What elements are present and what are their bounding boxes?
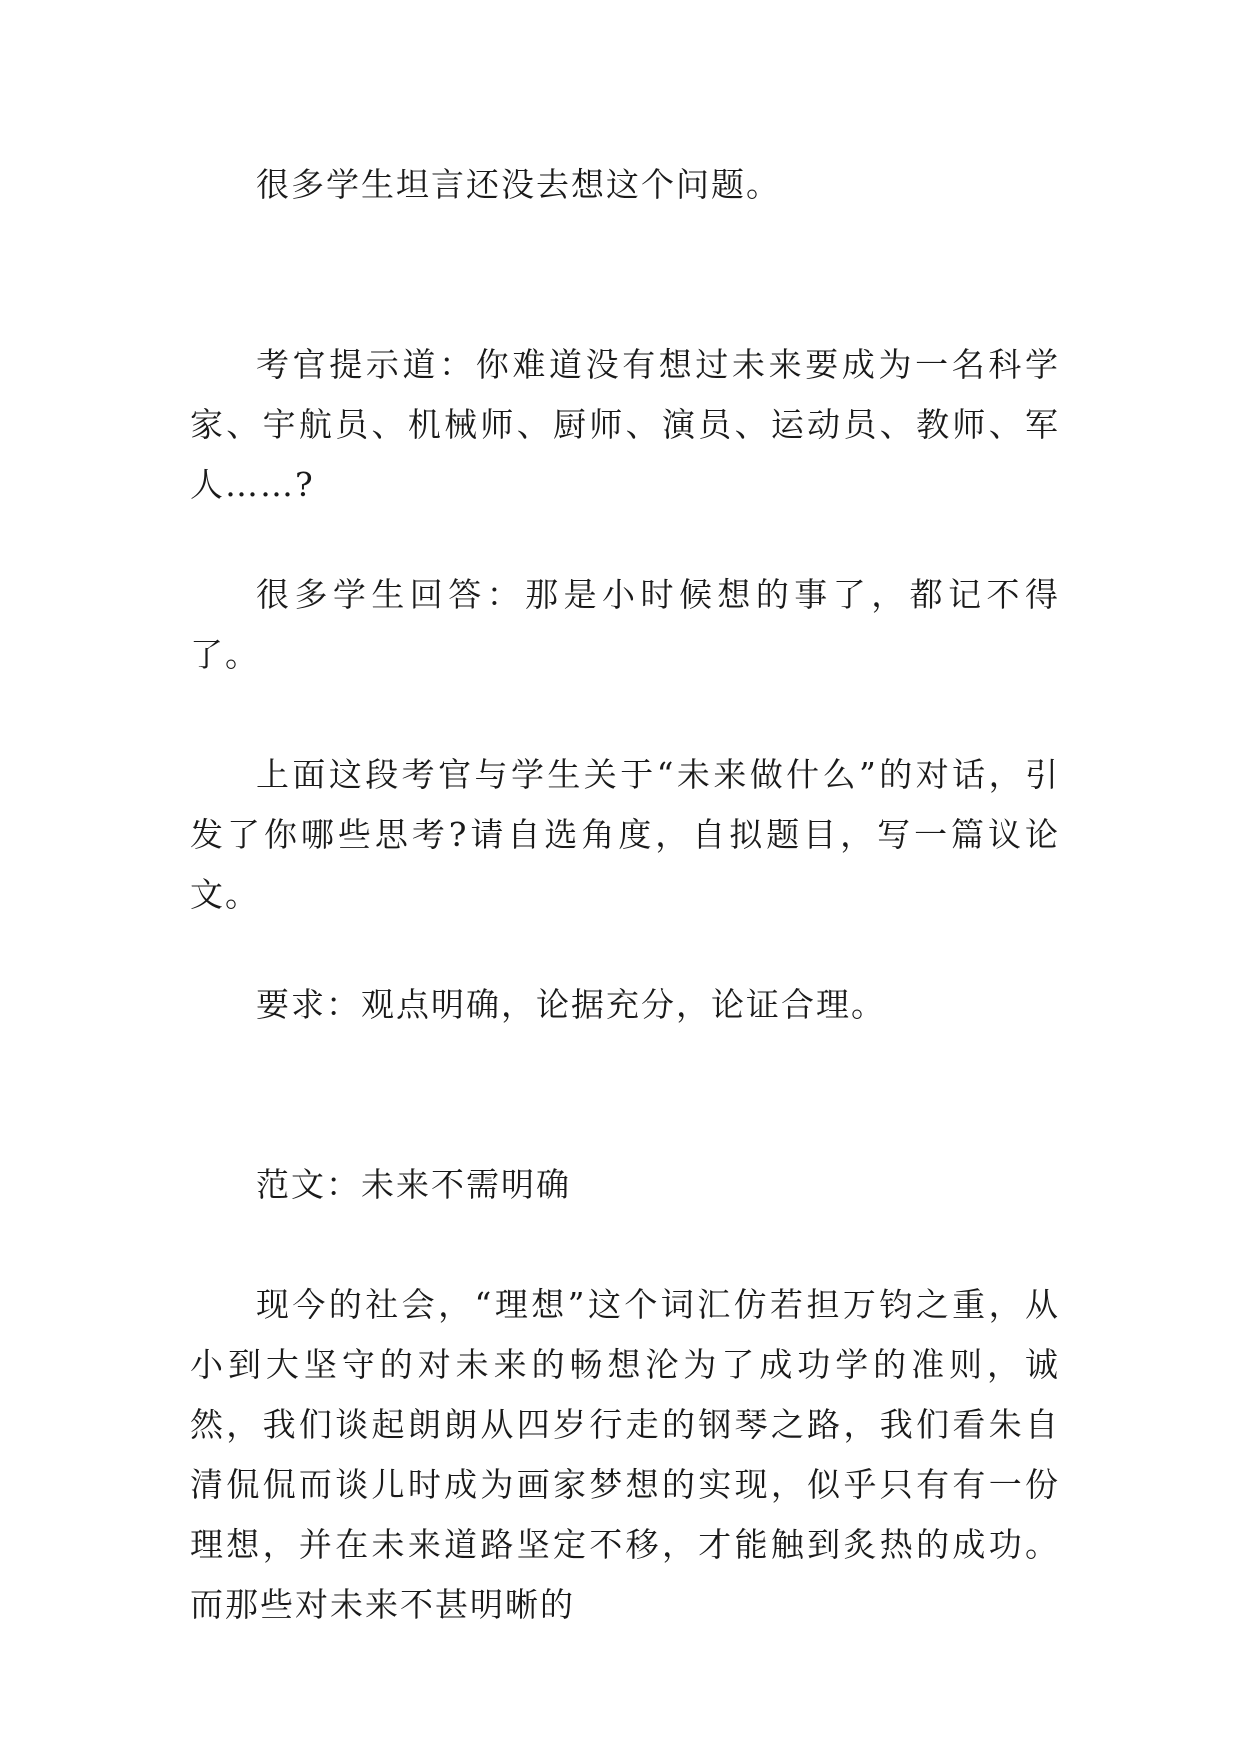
paragraph-student-answer: 很多学生回答：那是小时候想的事了，都记不得了。	[190, 575, 1060, 674]
sample-essay-body: 现今的社会，“理想”这个词汇仿若担万钧之重，从小到大坚守的对未来的畅想沦为了成功学的准则，诚然，我们谈起朗朗从四岁行走的钢琴之路，我们看朱自清侃侃而谈儿时成为画家梦想的实现，似乎只有有一份理想，并在未来道路坚定不移，才能触到炙热的成功。而那些对未来不甚明晰的	[190, 1285, 1060, 1624]
paragraph-intro: 很多学生坦言还没去想这个问题。	[256, 165, 781, 204]
paragraph-examiner-hint: 考官提示道：你难道没有想过未来要成为一名科学家、宇航员、机械师、厨师、演员、运动员、教师、军人……?	[190, 345, 1060, 504]
paragraph-prompt: 上面这段考官与学生关于“未来做什么”的对话，引发了你哪些思考?请自选角度，自拟题目，写一篇议论文。	[190, 755, 1060, 914]
paragraph-requirements: 要求：观点明确，论据充分，论证合理。	[256, 985, 886, 1024]
sample-essay-title: 范文：未来不需明确	[256, 1165, 571, 1204]
